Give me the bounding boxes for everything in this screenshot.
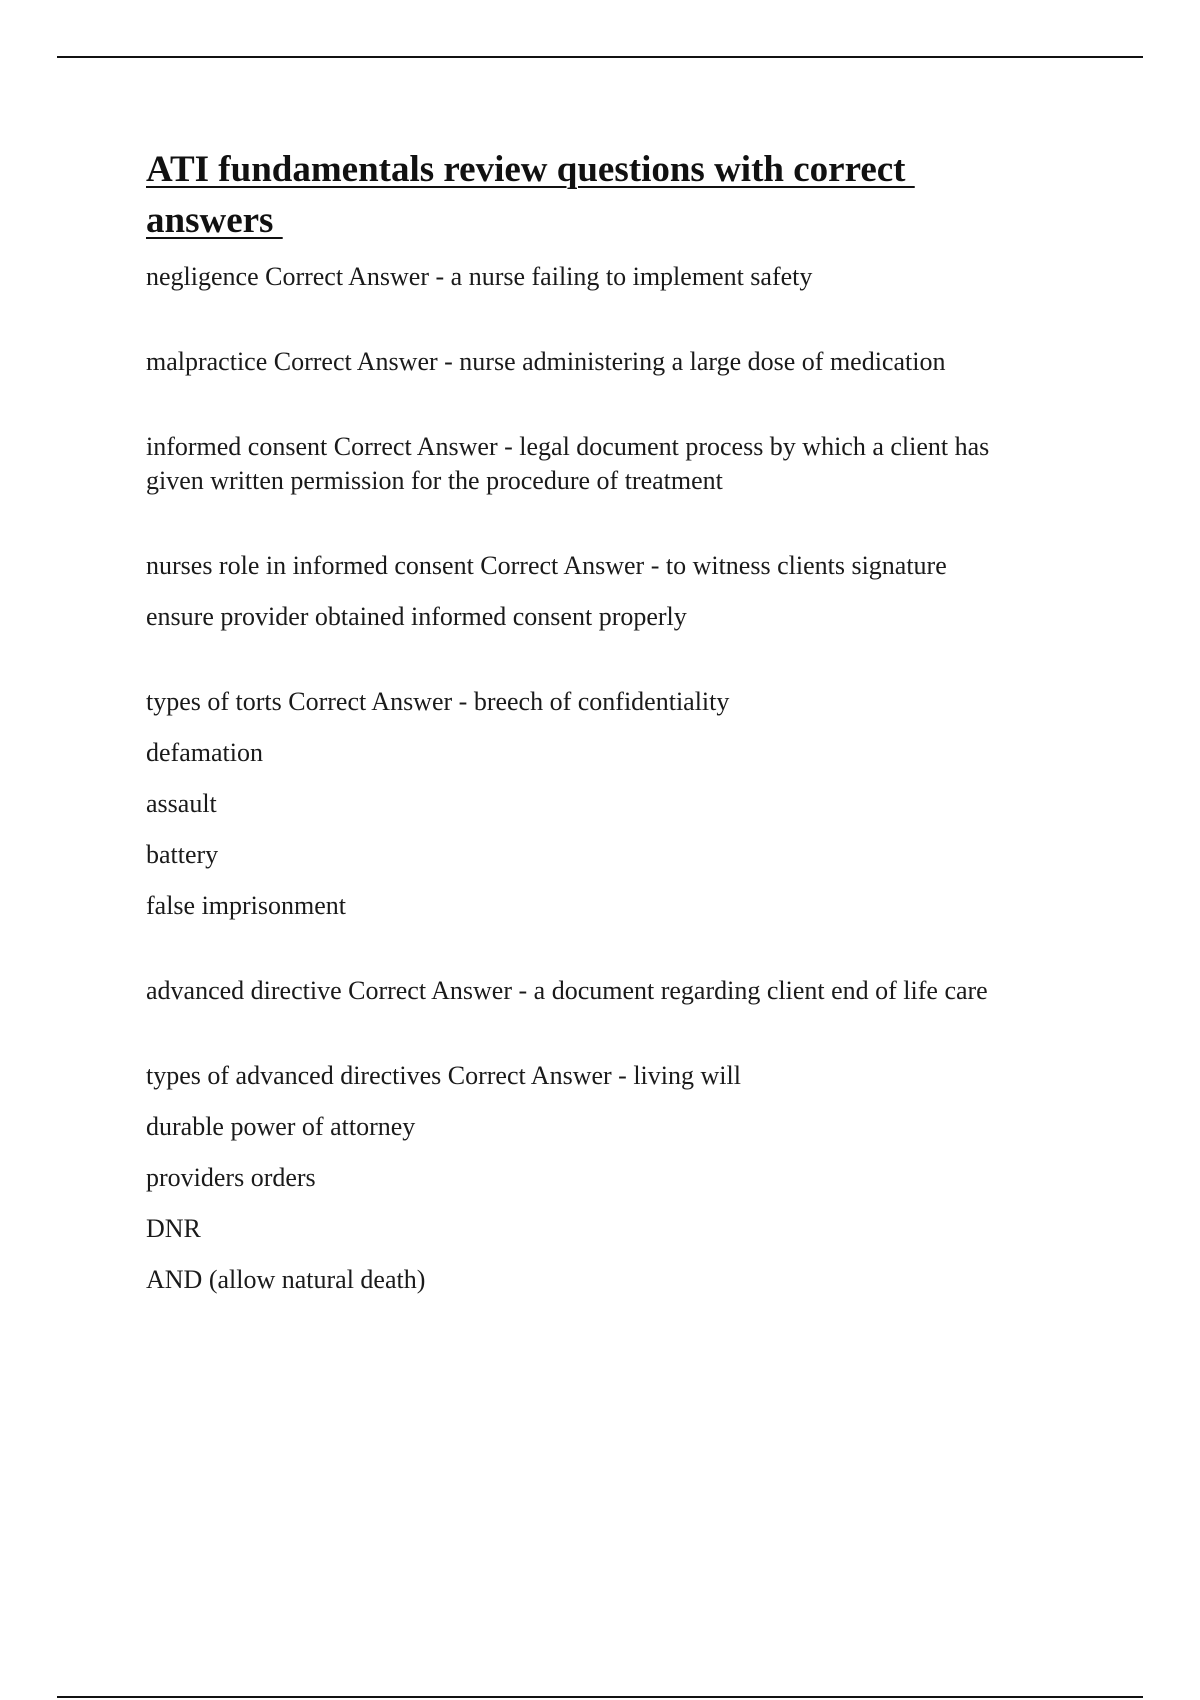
header-rule — [57, 56, 1143, 58]
qa-line: malpractice Correct Answer - nurse administering a large dose of medication — [146, 347, 946, 376]
page-title — [146, 144, 1106, 246]
qa-line: durable power of attorney — [146, 1112, 416, 1141]
qa-line: AND (allow natural death) — [146, 1265, 426, 1294]
footer-rule — [57, 1696, 1143, 1698]
qa-line: DNR — [146, 1214, 201, 1243]
qa-line: false imprisonment — [146, 891, 347, 920]
qa-line: negligence Correct Answer - a nurse failing to implement safety — [146, 262, 813, 291]
qa-line: battery — [146, 840, 219, 869]
qa-line: assault — [146, 789, 217, 818]
title-line-2: answers — [146, 200, 283, 241]
qa-entry-malpractice — [146, 345, 1106, 379]
qa-entry-informed-consent — [146, 430, 1106, 498]
qa-line: advanced directive Correct Answer - a document regarding client end of life care — [146, 976, 988, 1005]
qa-line: providers orders — [146, 1163, 316, 1192]
qa-entry-nurses-role — [146, 549, 1106, 634]
qa-line: nurses role in informed consent Correct Answer - to witness clients signature — [146, 551, 947, 580]
qa-line: types of advanced directives Correct Answer - living will — [146, 1061, 741, 1090]
qa-line: types of torts Correct Answer - breech of confidentiality — [146, 687, 730, 716]
qa-entry-negligence — [146, 260, 1106, 294]
qa-entry-types-of-advanced-directives — [146, 1059, 1106, 1297]
qa-entry-advanced-directive — [146, 974, 1106, 1008]
qa-line: ensure provider obtained informed consent properly — [146, 602, 687, 631]
qa-line: informed consent Correct Answer - legal document process by which a client has — [146, 432, 990, 461]
qa-line: defamation — [146, 738, 263, 767]
title-line-1: ATI fundamentals review questions with correct — [146, 149, 915, 190]
qa-entry-types-of-torts — [146, 685, 1106, 923]
document-body — [146, 144, 1106, 1348]
qa-line: given written permission for the procedure of treatment — [146, 466, 723, 495]
